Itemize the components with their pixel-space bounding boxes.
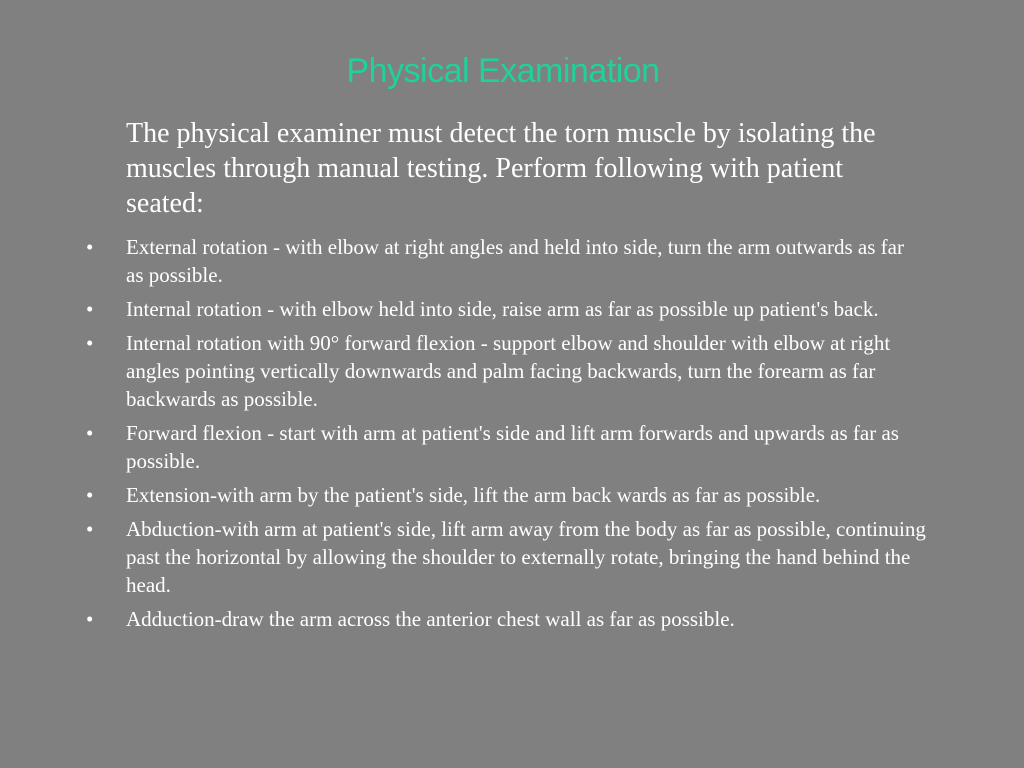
bullet-text: Adduction-draw the arm across the anterior chest wall as far as possible. — [126, 607, 735, 631]
bullet-icon: • — [86, 517, 94, 541]
bullet-item — [0, 329, 926, 413]
bullet-item — [0, 233, 926, 289]
bullet-item — [0, 481, 926, 509]
bullet-item — [0, 295, 926, 323]
bullet-icon: • — [86, 483, 94, 507]
bullet-text: Internal rotation with 90° forward flexion - support elbow and shoulder with elbow at right angles pointing vertically downwards and palm facing backwards, turn the forearm as far backwards as possible. — [126, 331, 891, 411]
bullet-icon: • — [86, 331, 94, 355]
bullet-text: Forward flexion - start with arm at patient's side and lift arm forwards and upwards as far as possible. — [126, 421, 899, 473]
bullet-icon: • — [86, 421, 94, 445]
bullet-icon: • — [86, 607, 94, 631]
bullet-item — [0, 419, 926, 475]
bullet-text: Internal rotation - with elbow held into side, raise arm as far as possible up patient's back. — [126, 297, 879, 321]
slide-title: Physical Examination — [346, 52, 660, 90]
intro-paragraph: The physical examiner must detect the torn muscle by isolating the muscles through manual testing. Perform following with patient seated: — [126, 118, 876, 219]
bullet-item — [0, 605, 926, 633]
bullet-text: Extension-with arm by the patient's side, lift the arm back wards as far as possible. — [126, 483, 821, 507]
bullet-text: Abduction-with arm at patient's side, lift arm away from the body as far as possible, continuing past the horizontal by allowing the shoulder to externally rotate, bringing the hand behind the head. — [126, 517, 926, 597]
bullet-icon: • — [86, 235, 94, 259]
bullet-icon: • — [86, 297, 94, 321]
bullet-text: External rotation - with elbow at right angles and held into side, turn the arm outwards as far as possible. — [126, 235, 904, 287]
bullet-list — [0, 233, 1024, 639]
bullet-item — [0, 515, 926, 599]
